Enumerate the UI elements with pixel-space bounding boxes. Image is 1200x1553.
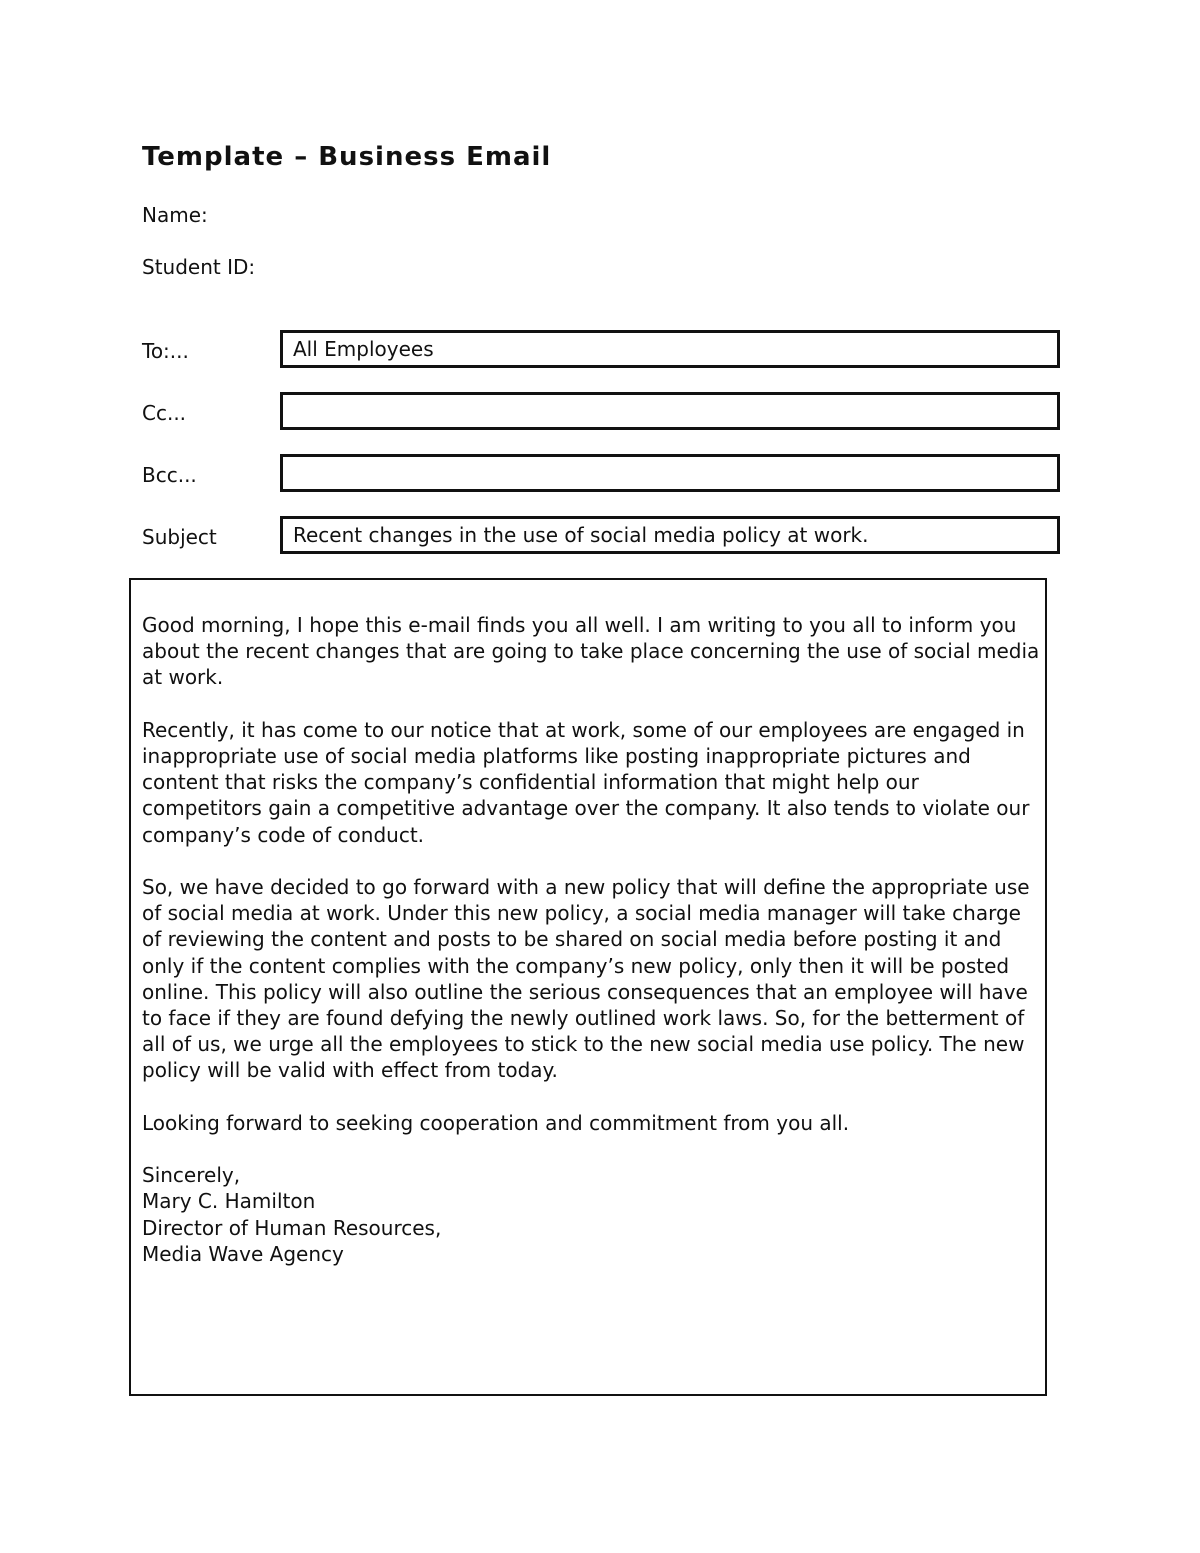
- signature-closing: Sincerely,: [142, 1163, 241, 1188]
- body-paragraph-greeting: Good morning, I hope this e-mail finds you all well. I am writing to you all to inform you about the recent changes that are going to take place concerning the use of social media at work.: [142, 613, 1040, 690]
- to-field[interactable]: All Employees: [280, 330, 1060, 368]
- signature-company: Media Wave Agency: [142, 1241, 344, 1266]
- name-label: Name:: [142, 203, 208, 227]
- subject-label: Subject: [142, 525, 217, 549]
- body-paragraph-issue: Recently, it has come to our notice that at work, some of our employees are engaged in inappropriate use of social media platforms like posting inappropriate pictures and content that risks the company’s confidential information that might help our competitors gain a competitive advantage over the company. It also tends to violate our company’s code of conduct.: [142, 717, 1030, 847]
- subject-field[interactable]: Recent changes in the use of social media policy at work.: [280, 516, 1060, 554]
- to-label: To:...: [142, 339, 189, 363]
- cc-label: Cc...: [142, 401, 187, 425]
- signature-position: Director of Human Resources,: [142, 1215, 442, 1240]
- bcc-field[interactable]: [280, 454, 1060, 492]
- email-body-text: [142, 612, 1042, 1267]
- body-paragraph-policy: So, we have decided to go forward with a new policy that will define the appropriate use of social media at work. Under this new policy, a social media manager will take charge of reviewing the content and posts to be shared on social media before posting it and only if the content complies with the company’s new policy, only then it will be posted online. This policy will also outline the serious consequences that an employee will have to face if they are found defying the newly outlined work laws. So, for the betterment of all of us, we urge all the employees to stick to the new social media use policy. The new policy will be valid with effect from today.: [142, 875, 1030, 1083]
- cc-field[interactable]: [280, 392, 1060, 430]
- body-paragraph-closing: Looking forward to seeking cooperation and commitment from you all.: [142, 1110, 850, 1135]
- bcc-label: Bcc...: [142, 463, 197, 487]
- document-title: Template – Business Email: [142, 142, 552, 172]
- signature-name: Mary C. Hamilton: [142, 1189, 316, 1214]
- email-body-box[interactable]: [129, 578, 1047, 1396]
- signature-block: [142, 1162, 1042, 1267]
- student-id-label: Student ID:: [142, 255, 256, 279]
